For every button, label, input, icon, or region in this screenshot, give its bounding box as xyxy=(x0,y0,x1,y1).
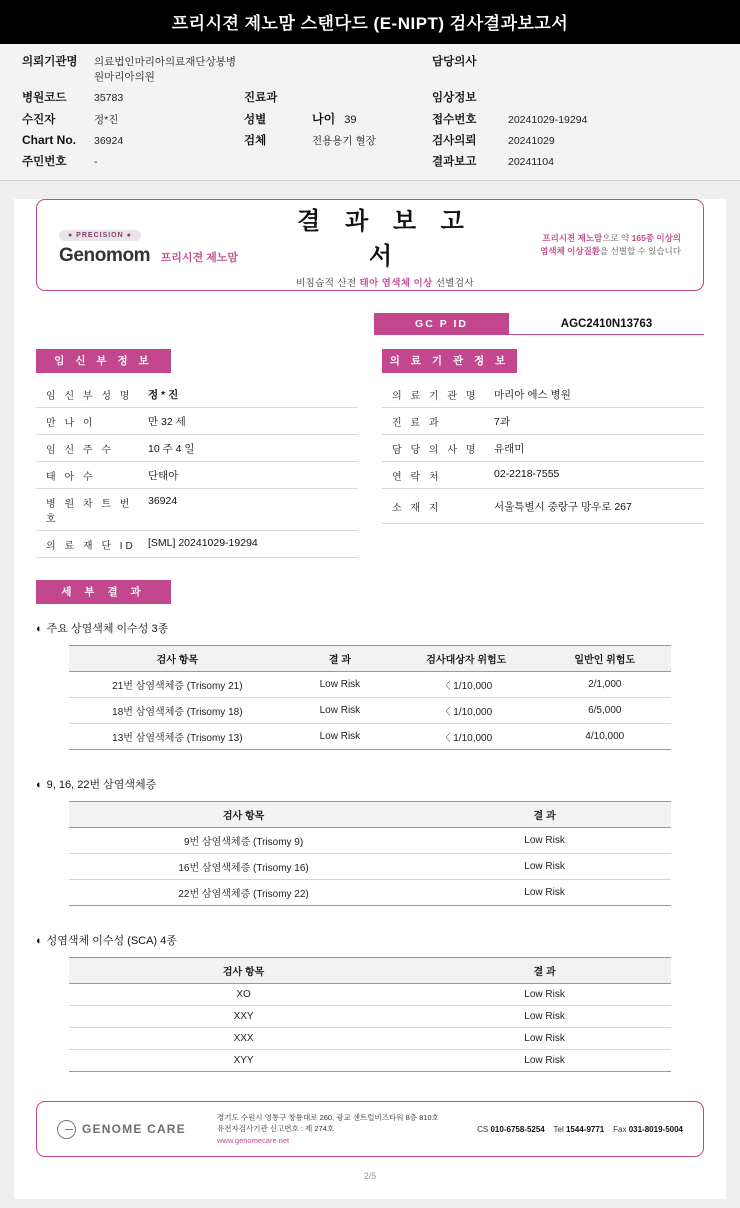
header-label-receipt-no: 접수번호 xyxy=(432,114,477,126)
gcpid-row xyxy=(14,313,704,335)
col-result: 결 과 xyxy=(286,646,394,672)
info-columns xyxy=(36,349,704,558)
table-row xyxy=(69,854,671,880)
header-label-doctor: 담당의사 xyxy=(432,56,477,68)
table-row xyxy=(69,724,671,750)
header-value-specimen: 전용용기 혈장 xyxy=(312,135,376,147)
pregnant-key-name: 임 신 부 성 명 xyxy=(46,391,133,402)
result-table-1 xyxy=(69,645,671,750)
info-row xyxy=(36,489,358,531)
footer-logo xyxy=(57,1120,217,1139)
pregnant-value-fetus-count: 단태아 xyxy=(148,470,179,482)
note-tail: 을 선별할 수 있습니다 xyxy=(600,246,681,256)
header-value-patient: 정*진 xyxy=(94,114,119,126)
cell-general-risk: 2/1,000 xyxy=(539,672,671,698)
cell-result: Low Risk xyxy=(418,984,671,1006)
footer-logo-text: GENOME CARE xyxy=(82,1122,186,1136)
table-row xyxy=(69,1050,671,1072)
cell-general-risk: 6/5,000 xyxy=(539,698,671,724)
pregnant-value-chart-no: 36924 xyxy=(148,495,178,507)
result-heading-1 xyxy=(36,620,704,636)
page-title: 프리시젼 제노맘 스탠다드 (E-NIPT) 검사결과보고서 xyxy=(0,0,740,44)
table-header-row xyxy=(69,958,671,984)
header-value-chart-no: 36924 xyxy=(94,135,124,147)
subtitle-pre: 비침습적 산전 xyxy=(295,278,360,289)
hospital-key-name: 의 료 기 관 명 xyxy=(392,391,479,402)
header-label-chart-no: Chart No. xyxy=(22,133,76,147)
col-item: 검사 항목 xyxy=(69,958,418,984)
footer-address xyxy=(217,1112,477,1147)
result-table-3 xyxy=(69,957,671,1072)
masthead-note-line2 xyxy=(496,245,681,258)
footer xyxy=(36,1101,704,1157)
cell-result: Low Risk xyxy=(418,1050,671,1072)
col-result: 결 과 xyxy=(418,802,671,828)
result-heading-3 xyxy=(36,932,704,948)
gcpid-label: GC P ID xyxy=(374,313,509,335)
pregnant-value-gestational-week: 10 주 4 일 xyxy=(148,443,195,455)
cell-result: Low Risk xyxy=(286,672,394,698)
info-row xyxy=(382,489,704,524)
pregnant-key-gestational-week: 임 신 주 수 xyxy=(46,445,114,456)
footer-fax-value: 031-8019-5004 xyxy=(628,1124,683,1134)
cell-item: 18번 삼염색체증 (Trisomy 18) xyxy=(69,698,286,724)
info-row xyxy=(36,531,358,558)
col-general-risk: 일반인 위험도 xyxy=(539,646,671,672)
masthead-brand xyxy=(59,224,274,267)
table-row xyxy=(69,1006,671,1028)
info-row xyxy=(382,435,704,462)
table-row xyxy=(69,880,671,906)
pregnant-info-tag: 임 신 부 정 보 xyxy=(36,349,171,373)
footer-tel-label: Tel xyxy=(553,1124,564,1134)
header-value-ssn: - xyxy=(94,156,98,168)
pregnant-key-age: 만 나 이 xyxy=(46,418,96,429)
header-value-age: 39 xyxy=(344,114,357,126)
info-row xyxy=(382,408,704,435)
cell-item: 16번 삼염색체증 (Trisomy 16) xyxy=(69,854,418,880)
pregnant-info-column xyxy=(36,349,358,558)
header-value-test-request: 20241029 xyxy=(508,135,555,147)
header-label-ssn: 주민번호 xyxy=(22,156,67,168)
header-value-receipt-no: 20241029-19294 xyxy=(508,114,588,126)
col-subject-risk: 검사대상자 위험도 xyxy=(394,646,538,672)
masthead-note xyxy=(496,232,681,258)
pregnant-key-chart-no: 병 원 차 트 번 호 xyxy=(46,499,133,525)
result-table-2 xyxy=(69,801,671,906)
cell-general-risk: 4/10,000 xyxy=(539,724,671,750)
table-header-row xyxy=(69,802,671,828)
cell-result: Low Risk xyxy=(418,854,671,880)
table-header-row xyxy=(69,646,671,672)
header-label-specimen: 검체 xyxy=(244,135,267,147)
hospital-value-department: 7과 xyxy=(494,416,510,428)
result-heading-2-text: 9, 16, 22번 삼염색체증 xyxy=(46,779,157,791)
cell-result: Low Risk xyxy=(418,1006,671,1028)
cell-subject-risk: 〈 1/10,000 xyxy=(394,724,538,750)
cell-item: XXY xyxy=(69,1006,418,1028)
hospital-value-name: 마리아 에스 병원 xyxy=(494,389,571,401)
cell-item: XXX xyxy=(69,1028,418,1050)
footer-contact xyxy=(477,1125,683,1134)
cell-subject-risk: 〈 1/10,000 xyxy=(394,672,538,698)
report-subtitle xyxy=(274,275,496,289)
footer-address-line1: 경기도 수원시 영통구 창룡대로 260, 광교 센트럴비즈타워 8층 810호 xyxy=(217,1112,439,1122)
header-label-test-request: 검사의뢰 xyxy=(432,135,477,147)
cell-item: XYY xyxy=(69,1050,418,1072)
col-item: 검사 항목 xyxy=(69,802,418,828)
footer-address-line2: 유전자검사기관 신고번호 : 제 274호 xyxy=(217,1124,335,1134)
bullet-icon: ◐ xyxy=(36,623,43,635)
cell-item: 22번 삼염색체증 (Trisomy 22) xyxy=(69,880,418,906)
pregnant-value-age: 만 32 세 xyxy=(148,416,186,428)
cell-result: Low Risk xyxy=(418,880,671,906)
hospital-value-address: 서울특별시 중랑구 망우로 267 xyxy=(494,501,632,513)
cell-item: 21번 삼염색체증 (Trisomy 21) xyxy=(69,672,286,698)
brand-name-kr: 프리시젼 제노맘 xyxy=(160,251,239,264)
detail-section-header xyxy=(36,580,704,604)
footer-tel-value: 1544-9771 xyxy=(565,1124,605,1134)
header-label-department: 진료과 xyxy=(244,92,278,104)
hospital-info-column xyxy=(382,349,704,558)
footer-cs-value: 010-6758-5254 xyxy=(490,1124,545,1134)
cell-subject-risk: 〈 1/10,000 xyxy=(394,698,538,724)
hospital-key-phone: 연 락 처 xyxy=(392,472,442,483)
header-label-age: 나이 xyxy=(312,112,336,126)
table-row xyxy=(69,698,671,724)
hospital-info-tag: 의 료 기 관 정 보 xyxy=(382,349,517,373)
subtitle-highlight: 태아 염색체 이상 xyxy=(359,278,433,289)
header-label-report-date: 결과보고 xyxy=(432,156,477,168)
header-label-hospital-code: 병원코드 xyxy=(22,92,67,104)
table-row xyxy=(69,828,671,854)
footer-cs-label: CS xyxy=(477,1124,489,1134)
genome-care-icon xyxy=(57,1120,76,1139)
table-row xyxy=(69,1028,671,1050)
cell-item: 13번 삼염색체증 (Trisomy 13) xyxy=(69,724,286,750)
info-row xyxy=(36,435,358,462)
cell-result: Low Risk xyxy=(286,698,394,724)
report-card xyxy=(14,199,726,1199)
cell-result: Low Risk xyxy=(418,828,671,854)
detail-result-tag: 세 부 결 과 xyxy=(36,580,171,604)
cell-result: Low Risk xyxy=(418,1028,671,1050)
header-label-patient: 수진자 xyxy=(22,114,56,126)
pregnant-key-fetus-count: 태 아 수 xyxy=(46,472,96,483)
hospital-key-address: 소 재 지 xyxy=(392,503,442,514)
precision-badge: ● PRECISION ● xyxy=(59,230,141,241)
info-row xyxy=(36,381,358,408)
subtitle-post: 선별검사 xyxy=(432,278,475,289)
bullet-icon: ◐ xyxy=(36,935,43,947)
bullet-icon: ◐ xyxy=(36,779,43,791)
result-heading-3-text: 성염색체 이수성 (SCA) 4종 xyxy=(46,935,177,947)
hospital-key-doctor: 담 당 의 사 명 xyxy=(392,445,479,456)
result-heading-1-text: 주요 상염색체 이수성 3종 xyxy=(46,623,169,635)
info-row xyxy=(382,381,704,408)
info-row xyxy=(382,462,704,489)
table-row xyxy=(69,672,671,698)
brand-row xyxy=(59,245,274,267)
cell-result: Low Risk xyxy=(286,724,394,750)
note-count: 165종 이상의 xyxy=(631,233,681,244)
header-age-group xyxy=(312,110,432,127)
pregnant-key-foundation-id: 의 료 재 단 ID xyxy=(46,541,136,552)
result-heading-2 xyxy=(36,776,704,792)
masthead-title-block xyxy=(274,201,496,289)
col-item: 검사 항목 xyxy=(69,646,286,672)
info-row xyxy=(36,462,358,489)
footer-url[interactable]: www.genomecare.net xyxy=(217,1135,290,1145)
note-brand: 프리시젼 제노맘 xyxy=(542,233,603,244)
patient-header xyxy=(0,44,740,181)
masthead xyxy=(36,199,704,291)
header-value-report-date: 20241104 xyxy=(508,156,554,168)
brand-name-en: Genomom xyxy=(59,244,151,266)
header-label-gender: 성별 xyxy=(244,114,267,126)
note-mid: 으로 약 xyxy=(602,233,632,244)
hospital-key-department: 진 료 과 xyxy=(392,418,442,429)
info-row xyxy=(36,408,358,435)
header-label-institution: 의뢰기관명 xyxy=(22,56,78,68)
header-value-hospital-code: 35783 xyxy=(94,92,124,104)
table-row xyxy=(69,984,671,1006)
header-value-institution: 의료법인마리아의료재단상봉병원마리아의원 xyxy=(94,56,237,83)
page-number: 2/5 xyxy=(363,1171,377,1181)
footer-fax-label: Fax xyxy=(613,1124,627,1134)
gcpid-value: AGC2410N13763 xyxy=(509,313,704,335)
cell-item: 9번 삼염색체증 (Trisomy 9) xyxy=(69,828,418,854)
pregnant-value-name: 정 * 진 xyxy=(148,389,179,401)
header-label-clinical-info: 임상정보 xyxy=(432,92,477,104)
col-result: 결 과 xyxy=(418,958,671,984)
hospital-value-phone: 02-2218-7555 xyxy=(494,468,560,480)
cell-item: XO xyxy=(69,984,418,1006)
report-title: 결 과 보 고 서 xyxy=(297,208,473,270)
note-disease: 염색체 이상질환 xyxy=(540,246,600,256)
masthead-note-line1 xyxy=(496,232,681,245)
hospital-value-doctor: 유래미 xyxy=(494,443,525,455)
pregnant-value-foundation-id: [SML] 20241029-19294 xyxy=(148,537,258,549)
